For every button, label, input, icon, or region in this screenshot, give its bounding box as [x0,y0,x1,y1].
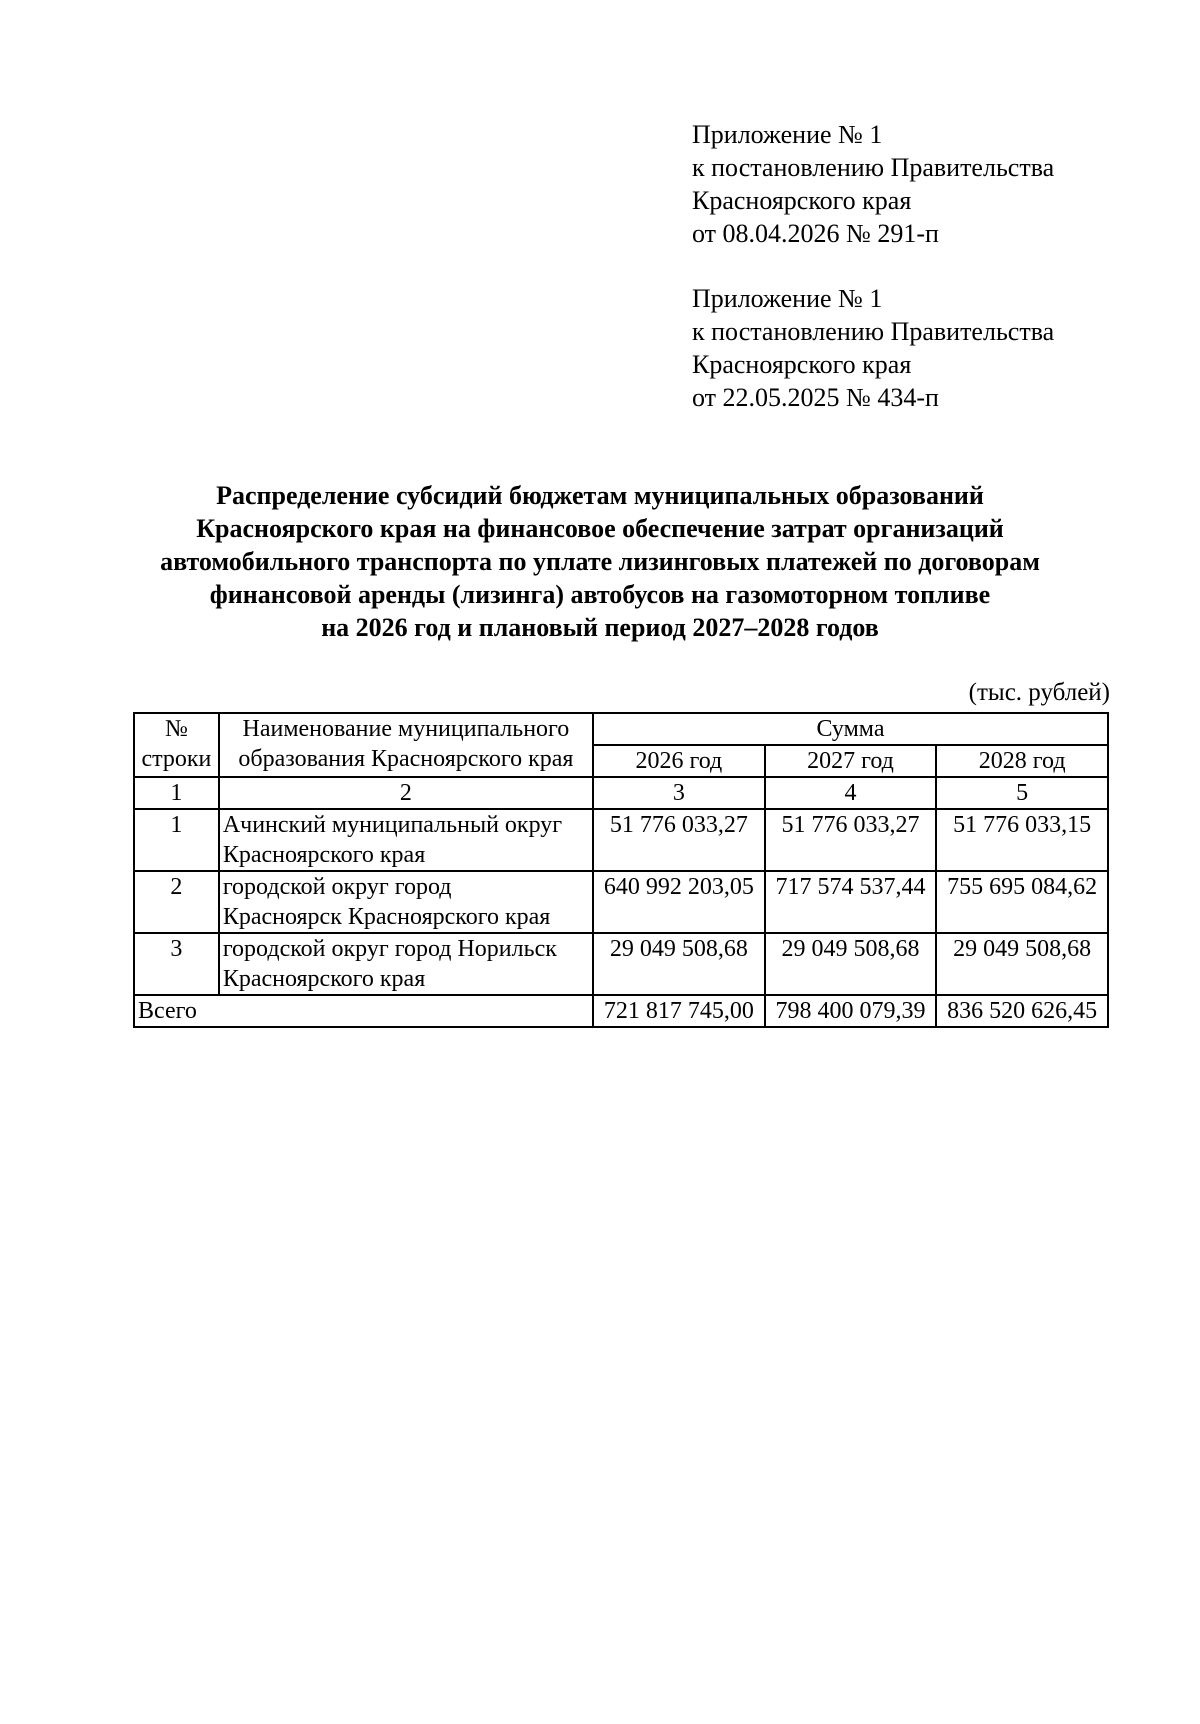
document-title [100,479,1100,644]
column-number: 5 [936,777,1108,809]
table-row [134,809,1108,871]
amount-2027: 29 049 508,68 [765,933,937,995]
column-number: 4 [765,777,937,809]
amount-2027: 51 776 033,27 [765,809,937,871]
header-year-2028: 2028 год [936,745,1108,777]
municipality-name: городской округ город Красноярск Красноярского края [219,871,593,933]
header-year-2026: 2026 год [593,745,765,777]
header-municipality-name: Наименование муниципального образования Красноярского края [219,713,593,777]
appendix-line: Красноярского края [692,186,912,215]
title-line: финансовой аренды (лизинга) автобусов на газомоторном топливе [209,580,991,609]
appendix-header-original [692,282,1054,414]
amount-2026: 51 776 033,27 [593,809,765,871]
appendix-line: к постановлению Правительства [692,317,1055,346]
column-number: 2 [219,777,593,809]
row-number: 2 [134,871,219,933]
appendix-line: Приложение № 1 [692,284,883,313]
total-2027: 798 400 079,39 [765,995,937,1027]
amount-2028: 51 776 033,15 [936,809,1108,871]
units-label: (тыс. рублей) [968,679,1110,706]
table-row [134,933,1108,995]
header-sum: Сумма [593,713,1108,745]
subsidy-table [133,712,1109,1028]
table-header-row [134,713,1108,745]
title-line: Красноярского края на финансовое обеспечение затрат организаций [196,514,1004,543]
amount-2027: 717 574 537,44 [765,871,937,933]
appendix-line: Красноярского края [692,350,912,379]
amount-2026: 29 049 508,68 [593,933,765,995]
title-line: на 2026 год и плановый период 2027–2028 годов [321,613,879,642]
table-row [134,871,1108,933]
column-number-row [134,777,1108,809]
amount-2028: 755 695 084,62 [936,871,1108,933]
header-year-2027: 2027 год [765,745,937,777]
appendix-line: Приложение № 1 [692,120,883,149]
municipality-name: городской округ город Норильск Красноярского края [219,933,593,995]
appendix-line: к постановлению Правительства [692,153,1055,182]
amount-2028: 29 049 508,68 [936,933,1108,995]
title-line: автомобильного транспорта по уплате лизинговых платежей по договорам [160,547,1040,576]
total-2026: 721 817 745,00 [593,995,765,1027]
total-row [134,995,1108,1027]
appendix-header-current [692,118,1054,250]
header-row-number: № строки [134,713,219,777]
column-number: 1 [134,777,219,809]
row-number: 1 [134,809,219,871]
appendix-date: от 08.04.2026 № 291-п [692,219,939,248]
municipality-name: Ачинский муниципальный округ Красноярского края [219,809,593,871]
amount-2026: 640 992 203,05 [593,871,765,933]
appendix-date: от 22.05.2025 № 434-п [692,383,939,412]
total-2028: 836 520 626,45 [936,995,1108,1027]
title-line: Распределение субсидий бюджетам муниципальных образований [216,481,984,510]
total-label: Всего [134,995,593,1027]
row-number: 3 [134,933,219,995]
column-number: 3 [593,777,765,809]
